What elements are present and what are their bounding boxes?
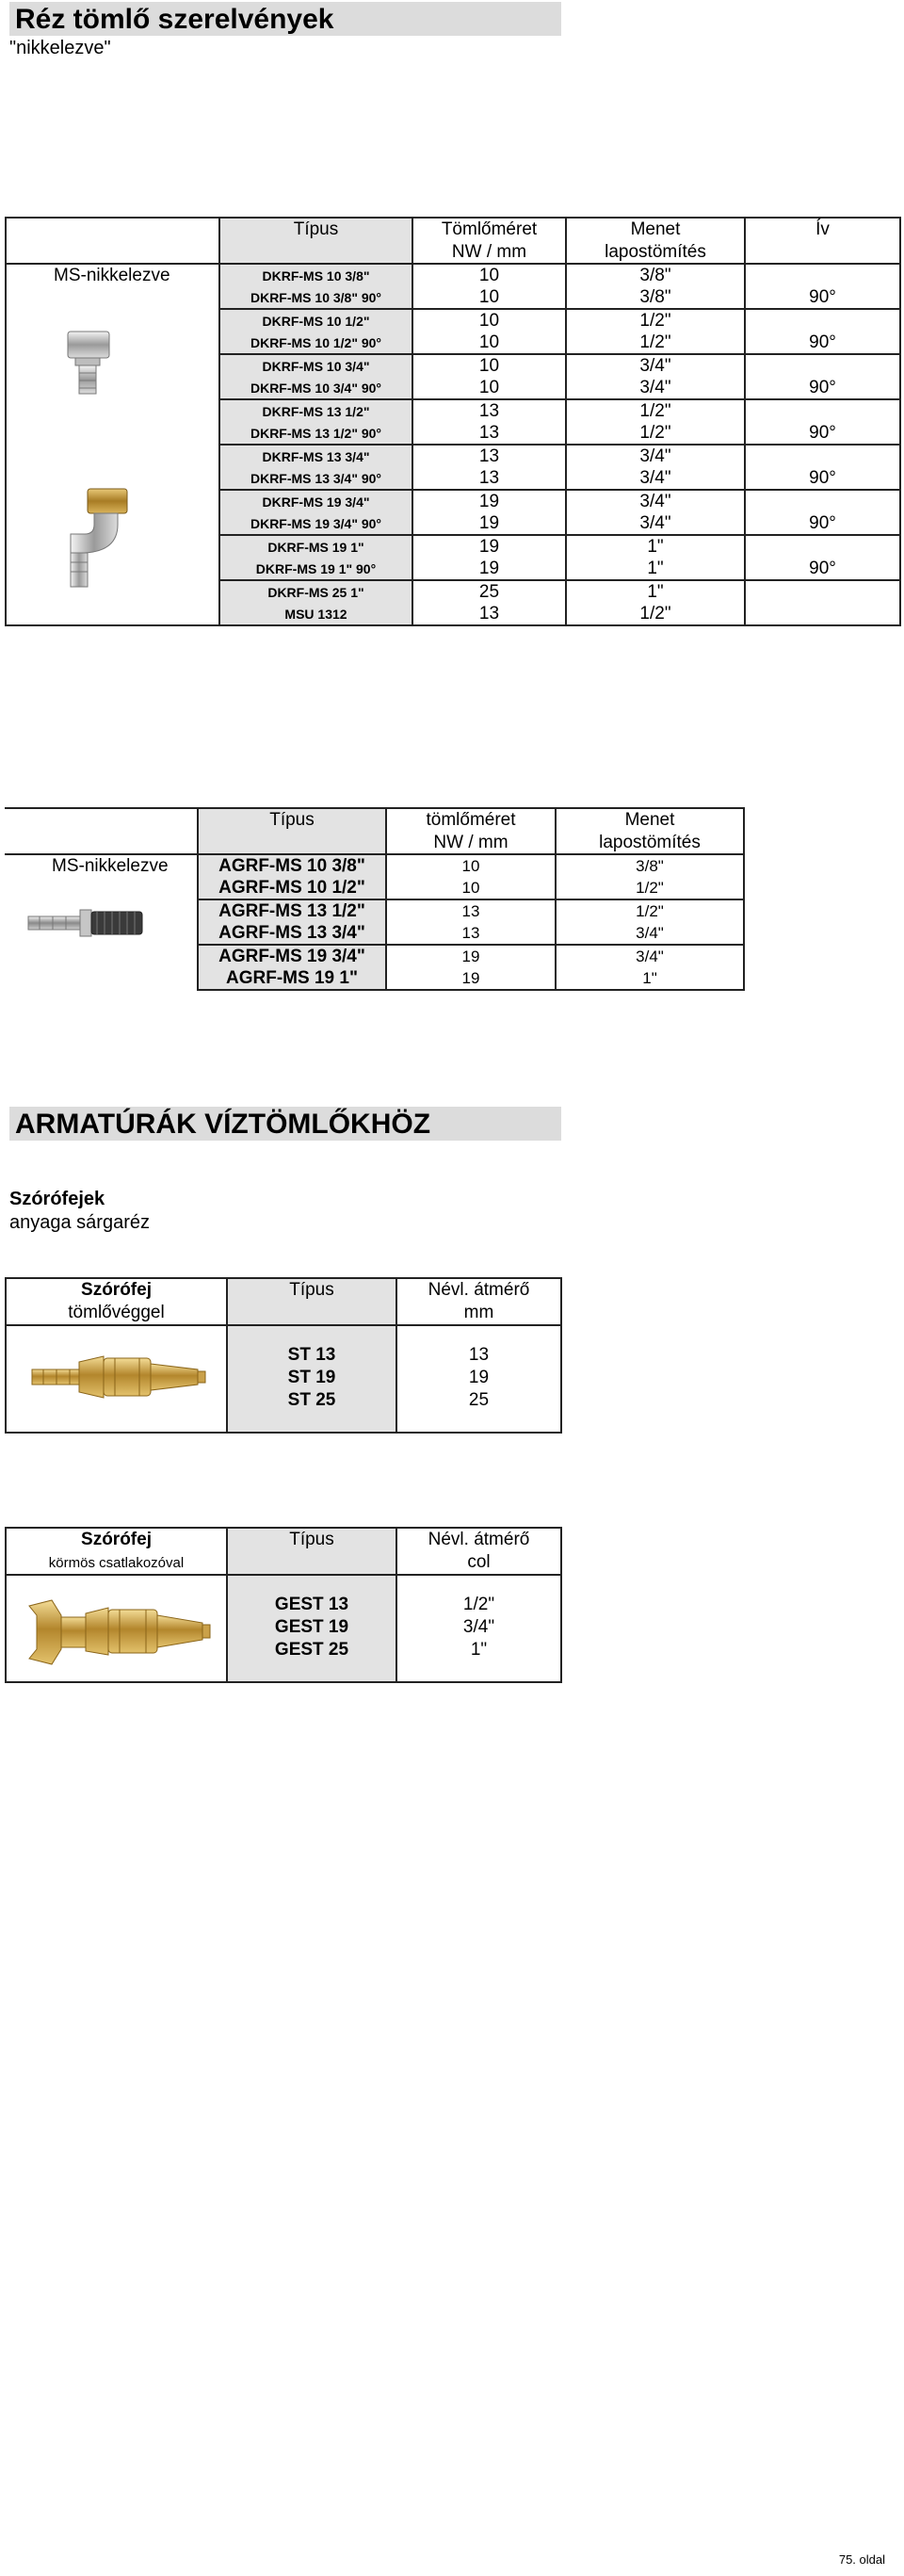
row-type: DKRF-MS 25 1" (219, 580, 412, 603)
header-product: Szórófej (6, 1528, 227, 1551)
row-hose-size: 13 (412, 467, 566, 490)
row-hose-size: 10 (412, 332, 566, 354)
table-row (5, 945, 744, 967)
row-diameter: 1" (396, 1639, 561, 1661)
row-hose-size: 25 (412, 580, 566, 603)
header-hose-size: tömlőméret (386, 808, 556, 832)
row-arc (745, 580, 900, 603)
header-hose-unit: NW / mm (386, 832, 556, 854)
row-hose-size: 10 (386, 877, 556, 899)
page-title: Réz tömlő szerelvények (9, 2, 561, 36)
empty-header-cell (227, 1302, 396, 1325)
row-thread: 3/4" (556, 945, 744, 967)
table-header-row-2 (6, 241, 900, 264)
row-type: AGRF-MS 10 3/8" (198, 854, 386, 877)
table-header-row (6, 218, 900, 241)
table-row (5, 854, 744, 877)
row-thread: 1/2" (556, 877, 744, 899)
header-product: Szórófej (6, 1278, 227, 1302)
row-label: MS-nikkelezve (5, 854, 198, 877)
section-subtitle: anyaga sárgaréz (9, 1212, 150, 1233)
header-arc: Ív (745, 218, 900, 241)
row-diameter: 1/2" (396, 1594, 561, 1616)
row-thread: 1/2" (566, 332, 745, 354)
table-header-row-2 (6, 1551, 561, 1575)
row-type: ST 25 (227, 1389, 396, 1412)
row-thread: 1" (566, 580, 745, 603)
row-hose-size: 10 (412, 264, 566, 286)
empty-cell (396, 1412, 561, 1433)
row-arc (745, 603, 900, 625)
row-type: DKRF-MS 13 3/4" 90° (219, 467, 412, 490)
row-type: ST 19 (227, 1367, 396, 1389)
row-arc (745, 445, 900, 467)
row-thread: 1/2" (566, 422, 745, 445)
header-type: Típus (227, 1278, 396, 1302)
empty-cell (6, 422, 219, 445)
row-diameter: 3/4" (396, 1616, 561, 1639)
row-hose-size: 13 (412, 445, 566, 467)
page-number: 75. oldal (838, 2552, 885, 2567)
table-row (6, 467, 900, 490)
row-type: DKRF-MS 19 3/4" 90° (219, 512, 412, 535)
row-type: DKRF-MS 13 1/2" 90° (219, 422, 412, 445)
header-thread-sub: lapostömítés (556, 832, 744, 854)
row-type: AGRF-MS 13 1/2" (198, 899, 386, 922)
row-thread: 3/4" (566, 377, 745, 399)
table-row (6, 603, 900, 625)
table-row (5, 877, 744, 899)
row-hose-size: 19 (386, 967, 556, 990)
empty-cell (5, 877, 198, 899)
row-arc: 90° (745, 377, 900, 399)
empty-header-cell (5, 832, 198, 854)
header-type: Típus (198, 808, 386, 832)
header-diameter: Névl. átmérő (396, 1278, 561, 1302)
row-thread: 1" (566, 558, 745, 580)
table-row (6, 332, 900, 354)
table-row (6, 445, 900, 467)
row-arc (745, 535, 900, 558)
row-type: DKRF-MS 13 3/4" (219, 445, 412, 467)
row-type: GEST 13 (227, 1594, 396, 1616)
row-type: DKRF-MS 13 1/2" (219, 399, 412, 422)
row-type: ST 13 (227, 1344, 396, 1367)
table-header-row (5, 808, 744, 832)
row-label: MS-nikkelezve (6, 264, 219, 286)
table-row (6, 399, 900, 422)
row-type: AGRF-MS 19 1" (198, 967, 386, 990)
claw-sprayer-photo (24, 1596, 212, 1667)
row-type: AGRF-MS 19 3/4" (198, 945, 386, 967)
image-cell (6, 1575, 227, 1594)
empty-cell (6, 399, 219, 422)
header-type: Típus (227, 1528, 396, 1551)
row-type: MSU 1312 (219, 603, 412, 625)
empty-cell (6, 603, 219, 625)
empty-header-cell (198, 832, 386, 854)
empty-cell (6, 286, 219, 309)
row-hose-size: 13 (386, 899, 556, 922)
row-type: AGRF-MS 13 3/4" (198, 922, 386, 945)
table-row (6, 377, 900, 399)
hose-nipple-photo (26, 904, 144, 942)
header-diameter-unit: col (396, 1551, 561, 1575)
row-diameter: 25 (396, 1389, 561, 1412)
row-hose-size: 19 (386, 945, 556, 967)
empty-cell (6, 309, 219, 332)
row-hose-size: 13 (412, 399, 566, 422)
row-hose-size: 13 (386, 922, 556, 945)
empty-cell (396, 1661, 561, 1682)
row-type: DKRF-MS 10 1/2" (219, 309, 412, 332)
row-type: DKRF-MS 10 3/8" (219, 264, 412, 286)
agrf-table (5, 807, 745, 991)
empty-header-cell (6, 241, 219, 264)
row-arc: 90° (745, 286, 900, 309)
empty-cell (227, 1661, 396, 1682)
row-thread: 3/4" (566, 490, 745, 512)
empty-header-cell (5, 808, 198, 832)
row-hose-size: 13 (412, 422, 566, 445)
table-row (6, 354, 900, 377)
empty-cell (396, 1325, 561, 1344)
table-row (6, 512, 900, 535)
header-thread-sub: lapostömítés (566, 241, 745, 264)
row-hose-size: 10 (412, 354, 566, 377)
row-thread: 3/4" (566, 354, 745, 377)
row-thread: 3/4" (566, 467, 745, 490)
header-diameter-unit: mm (396, 1302, 561, 1325)
row-arc (745, 264, 900, 286)
row-hose-size: 10 (412, 377, 566, 399)
row-thread: 3/4" (556, 922, 744, 945)
row-type: DKRF-MS 19 1" 90° (219, 558, 412, 580)
row-arc (745, 354, 900, 377)
empty-header-cell (6, 218, 219, 241)
page-subtitle: "nikkelezve" (9, 38, 111, 58)
row-arc: 90° (745, 467, 900, 490)
empty-header-cell (227, 1551, 396, 1575)
header-hose-size: Tömlőméret (412, 218, 566, 241)
header-thread: Menet (556, 808, 744, 832)
table-row (6, 309, 900, 332)
table-row (6, 490, 900, 512)
spacer-row (6, 1325, 561, 1344)
row-type: DKRF-MS 10 3/8" 90° (219, 286, 412, 309)
row-thread: 3/8" (556, 854, 744, 877)
row-thread: 3/4" (566, 445, 745, 467)
row-hose-size: 10 (412, 286, 566, 309)
row-arc: 90° (745, 422, 900, 445)
empty-cell (227, 1575, 396, 1594)
row-type: AGRF-MS 10 1/2" (198, 877, 386, 899)
fittings-table (5, 217, 901, 626)
row-arc: 90° (745, 512, 900, 535)
image-cell (6, 1325, 227, 1344)
row-arc: 90° (745, 332, 900, 354)
header-product-sub: körmös csatlakozóval (6, 1551, 227, 1575)
table-row (6, 535, 900, 558)
section-subtitle-bold: Szórófejek (9, 1189, 105, 1209)
row-arc (745, 399, 900, 422)
table-header-row-2 (5, 832, 744, 854)
table-row (6, 422, 900, 445)
table-row (6, 558, 900, 580)
header-thread: Menet (566, 218, 745, 241)
row-thread: 3/8" (566, 264, 745, 286)
row-thread: 3/4" (566, 512, 745, 535)
header-type: Típus (219, 218, 412, 241)
table-row (6, 580, 900, 603)
row-diameter: 19 (396, 1367, 561, 1389)
row-type: DKRF-MS 19 1" (219, 535, 412, 558)
row-hose-size: 13 (412, 603, 566, 625)
row-type: DKRF-MS 10 3/4" 90° (219, 377, 412, 399)
row-thread: 1" (566, 535, 745, 558)
spacer-row (6, 1412, 561, 1433)
row-type: DKRF-MS 10 1/2" 90° (219, 332, 412, 354)
row-hose-size: 10 (386, 854, 556, 877)
row-arc (745, 309, 900, 332)
straight-fitting-photo (49, 330, 115, 396)
row-thread: 3/8" (566, 286, 745, 309)
header-diameter: Névl. átmérő (396, 1528, 561, 1551)
row-hose-size: 19 (412, 512, 566, 535)
empty-header-cell (219, 241, 412, 264)
header-product-sub: tömlővéggel (6, 1302, 227, 1325)
row-hose-size: 19 (412, 558, 566, 580)
row-thread: 1/2" (556, 899, 744, 922)
row-thread: 1/2" (566, 603, 745, 625)
table-header-row (6, 1528, 561, 1551)
section-title: ARMATÚRÁK VÍZTÖMLŐKHÖZ (9, 1107, 561, 1141)
table-row (6, 286, 900, 309)
table-header-row (6, 1278, 561, 1302)
row-thread: 1" (556, 967, 744, 990)
empty-header-cell (745, 241, 900, 264)
empty-cell (396, 1575, 561, 1594)
row-hose-size: 19 (412, 535, 566, 558)
image-cell (6, 1412, 227, 1433)
empty-cell (5, 967, 198, 990)
row-thread: 1/2" (566, 309, 745, 332)
row-arc (745, 490, 900, 512)
table-row (5, 967, 744, 990)
row-type: GEST 25 (227, 1639, 396, 1661)
row-type: GEST 19 (227, 1616, 396, 1639)
empty-cell (227, 1325, 396, 1344)
spacer-row (6, 1575, 561, 1594)
row-type: DKRF-MS 19 3/4" (219, 490, 412, 512)
row-type: DKRF-MS 10 3/4" (219, 354, 412, 377)
empty-cell (6, 445, 219, 467)
row-diameter: 13 (396, 1344, 561, 1367)
row-hose-size: 19 (412, 490, 566, 512)
empty-cell (227, 1412, 396, 1433)
row-arc: 90° (745, 558, 900, 580)
table-header-row-2 (6, 1302, 561, 1325)
row-thread: 1/2" (566, 399, 745, 422)
table-row (6, 264, 900, 286)
sprayer-nozzle-photo (28, 1349, 207, 1405)
elbow-fitting-photo (52, 485, 132, 589)
header-hose-unit: NW / mm (412, 241, 566, 264)
empty-cell (5, 945, 198, 967)
row-hose-size: 10 (412, 309, 566, 332)
